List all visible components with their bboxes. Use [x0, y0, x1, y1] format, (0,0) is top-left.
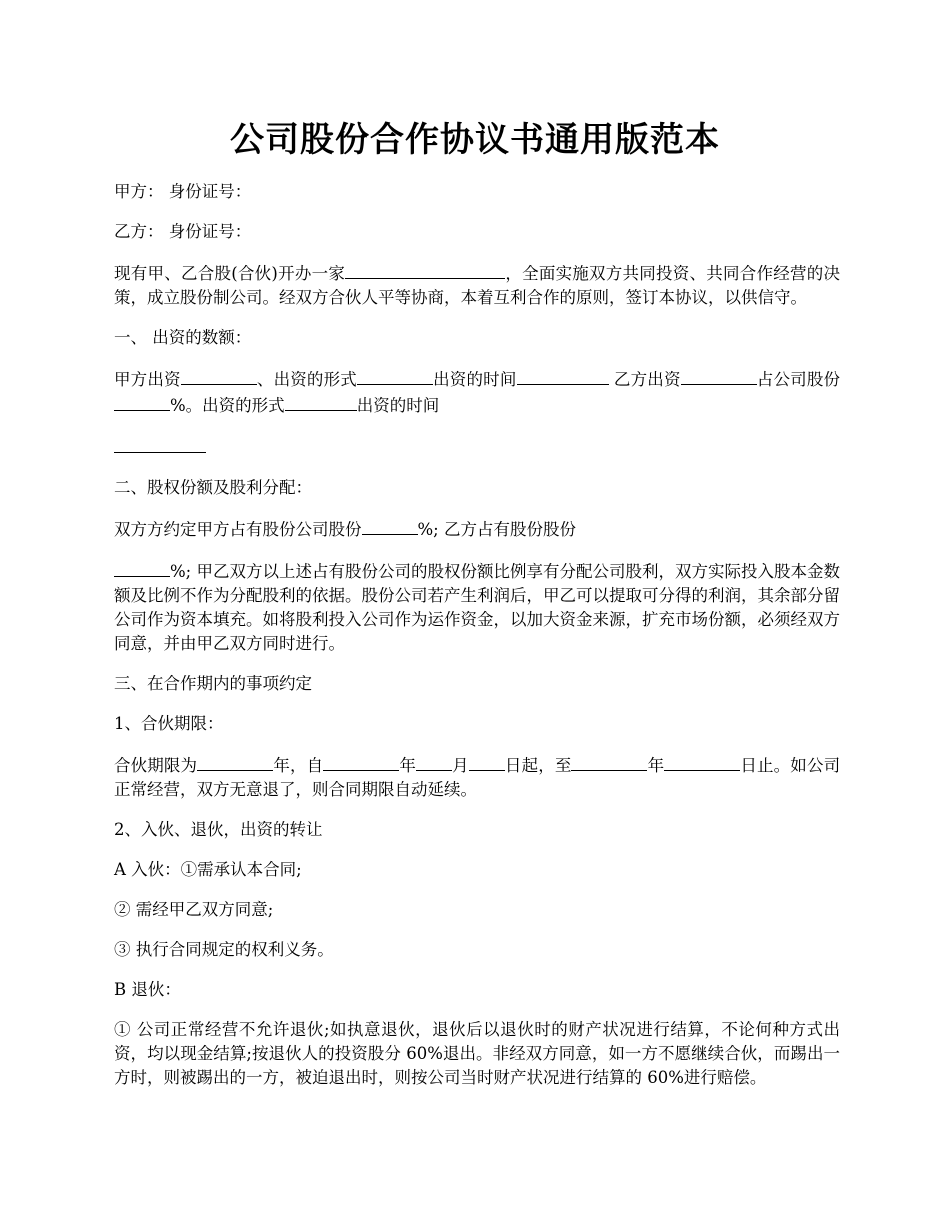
- party-a-line: 甲方： 身份证号：: [114, 182, 252, 201]
- join-condition-b: ② 需经甲乙双方同意;: [114, 900, 274, 919]
- blank: [664, 752, 740, 771]
- blank: [197, 752, 273, 771]
- withdraw-condition-1: ① 公司正常经营不允许退伙;如执意退伙，退伙后以退伙时的财产状况进行结算，不论何种方式出资，均以现金结算;按退伙人的投资股分 60%退出。非经双方同意，如一方不愿继续合伙，而踢出一方时，则被踢出的一方，被迫退出时，则按公司当时财产状况进行结算的 60%进行赔偿。: [114, 1020, 840, 1087]
- text-fragment: 占公司股份: [756, 370, 841, 389]
- party-b-line: 乙方： 身份证号：: [114, 222, 252, 241]
- spacer: [114, 418, 840, 434]
- text-fragment: 甲方出资: [114, 370, 181, 389]
- text-fragment: 年，自: [273, 756, 324, 775]
- text-fragment: 年: [647, 756, 665, 775]
- blank: [416, 752, 452, 771]
- company-name-blank: [345, 260, 505, 279]
- blank: [114, 392, 170, 411]
- blank: [114, 558, 170, 577]
- section-1-heading: 一、 出资的数额：: [114, 328, 252, 347]
- withdraw-heading: B 退伙：: [114, 980, 181, 999]
- section-2-paragraph: [114, 558, 840, 656]
- blank: [114, 434, 206, 453]
- section-1-paragraph: [114, 366, 840, 418]
- text-fragment: 、出资的形式: [256, 370, 357, 389]
- text-fragment: 乙方出资: [608, 370, 681, 389]
- intro-text-end: ，全面实施双方共同投资、共同合作经营的决策，成立股份制公司。经双方合伙人平等协商，本着互利合作的原则，签订本协议，以供信守。: [114, 264, 841, 307]
- join-condition-c: ③ 执行合同规定的权利义务。: [114, 940, 334, 959]
- item-2-heading: 2、入伙、退伙，出资的转让: [114, 820, 323, 839]
- blank: [681, 366, 757, 385]
- blank: [323, 752, 399, 771]
- text-fragment: %; 乙方占有股份股份: [417, 520, 576, 539]
- text-fragment: 月: [452, 756, 469, 775]
- document-body: [114, 180, 840, 1106]
- blank: [469, 752, 505, 771]
- text-fragment: %; 甲乙双方以上述占有股份公司的股权份额比例享有分配公司股利，双方实际投入股本金数额及比例不作为分配股利的依据。股份公司若产生利润后，甲乙可以提取可分得的利润，其余部分留公司作为资本填充。如将股利投入公司作为运作资金，以加大资金来源，扩充市场份额，必须经双方同意，并由甲乙双方同时进行。: [114, 562, 840, 653]
- section-1-trailing-blank: [114, 434, 840, 460]
- text-fragment: %。出资的形式: [170, 396, 285, 415]
- text-fragment: 双方方约定甲方占有股份公司股份: [114, 520, 362, 539]
- intro-text-start: 现有甲、乙合股(合伙)开办一家: [114, 264, 346, 283]
- text-fragment: 合伙期限为: [114, 756, 198, 775]
- text-fragment: 日止。如公司正常经营，双方无意退了，则合同期限自动延续。: [114, 756, 841, 799]
- blank: [285, 392, 357, 411]
- text-fragment: 年: [399, 756, 417, 775]
- section-2-line-1: [114, 516, 840, 542]
- document-title: 公司股份合作协议书通用版范本: [230, 120, 720, 160]
- blank: [517, 366, 609, 385]
- blank: [571, 752, 647, 771]
- intro-paragraph: [114, 260, 840, 310]
- text-fragment: 出资的时间: [356, 396, 440, 415]
- blank: [362, 516, 418, 535]
- blank: [181, 366, 257, 385]
- section-3-heading: 三、在合作期内的事项约定: [114, 674, 312, 693]
- text-fragment: 出资的时间: [432, 370, 517, 389]
- item-1-paragraph: [114, 752, 840, 802]
- join-condition-a: A 入伙：①需承认本合同;: [114, 860, 302, 879]
- item-1-heading: 1、合伙期限：: [114, 714, 224, 733]
- blank: [357, 366, 433, 385]
- text-fragment: 日起，至: [504, 756, 572, 775]
- section-2-heading: 二、股权份额及股利分配：: [114, 478, 312, 497]
